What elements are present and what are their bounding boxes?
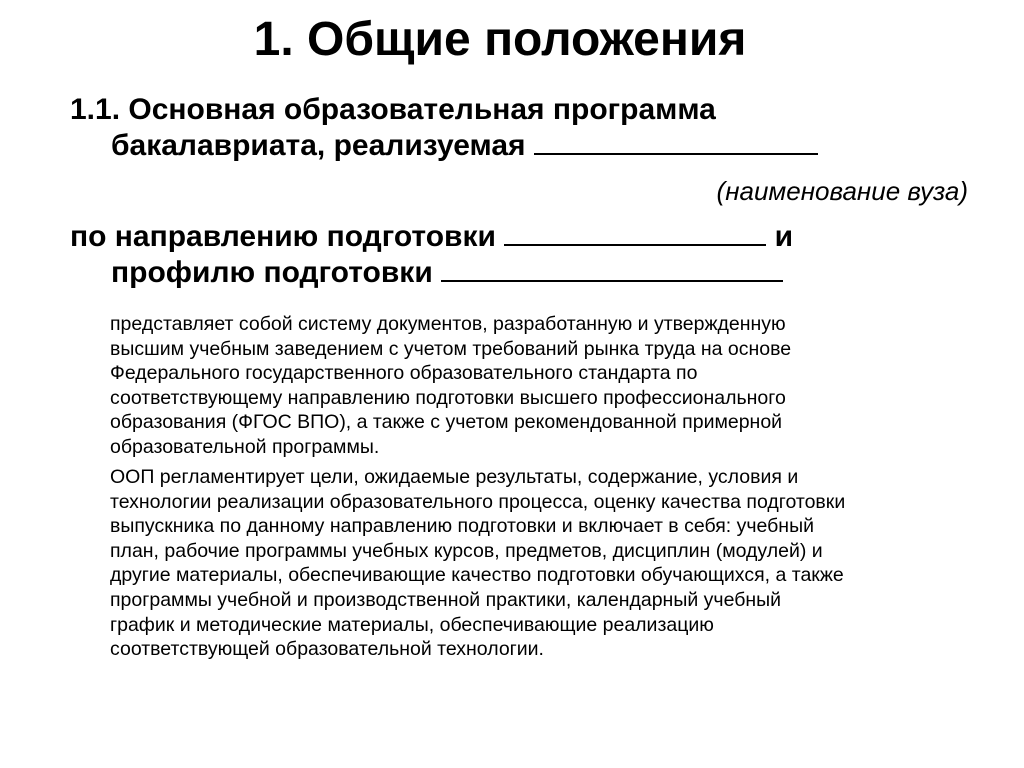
direction-line <box>70 218 793 256</box>
profile-line <box>111 254 783 292</box>
paragraph-definition <box>110 312 990 460</box>
text-line: ООП регламентирует цели, ожидаемые результаты, содержание, условия и <box>110 466 799 488</box>
slide-title: 1. Общие положения <box>253 13 747 66</box>
direction-blank <box>504 218 766 246</box>
university-name-blank <box>534 127 818 155</box>
section-heading-line-1: 1.1. Основная образовательная программа <box>70 93 716 126</box>
text-line: выпускника по данному направлению подготовки и включает в себя: учебный <box>110 515 814 538</box>
text-line: технологии реализации образовательного процесса, оценку качества подготовки <box>110 490 846 513</box>
text-line: соответствующей образовательной технологии. <box>110 638 544 661</box>
university-phrase: бакалавриата, реализуемая <box>111 129 526 162</box>
profile-phrase: профилю подготовки <box>111 256 433 289</box>
text-line: образования (ФГОС ВПО), а также с учетом рекомендованной примерной <box>110 411 783 434</box>
section-heading-line-2 <box>111 127 818 165</box>
text-line: высшим учебным заведением с учетом требований рынка труда на основе <box>110 337 792 360</box>
text-line: Федерального государственного образовательного стандарта по <box>110 362 698 385</box>
text-line: программы учебной и производственной практики, календарный учебный <box>110 588 782 611</box>
direction-conjunction: и <box>774 220 794 253</box>
paragraph-oop <box>110 465 990 662</box>
text-line: другие материалы, обеспечивающие качество подготовки обучающихся, а также <box>110 564 844 587</box>
university-name-caption: (наименование вуза) <box>716 176 968 206</box>
profile-blank <box>441 254 783 282</box>
text-line: график и методические материалы, обеспечивающие реализацию <box>110 613 714 636</box>
text-line: план, рабочие программы учебных курсов, предметов, дисциплин (модулей) и <box>110 539 823 562</box>
text-line: представляет собой систему документов, разработанную и утвержденную <box>110 313 786 335</box>
direction-phrase: по направлению подготовки <box>70 220 496 253</box>
text-line: образовательной программы. <box>110 435 380 458</box>
text-line: соответствующему направлению подготовки высшего профессионального <box>110 386 786 409</box>
